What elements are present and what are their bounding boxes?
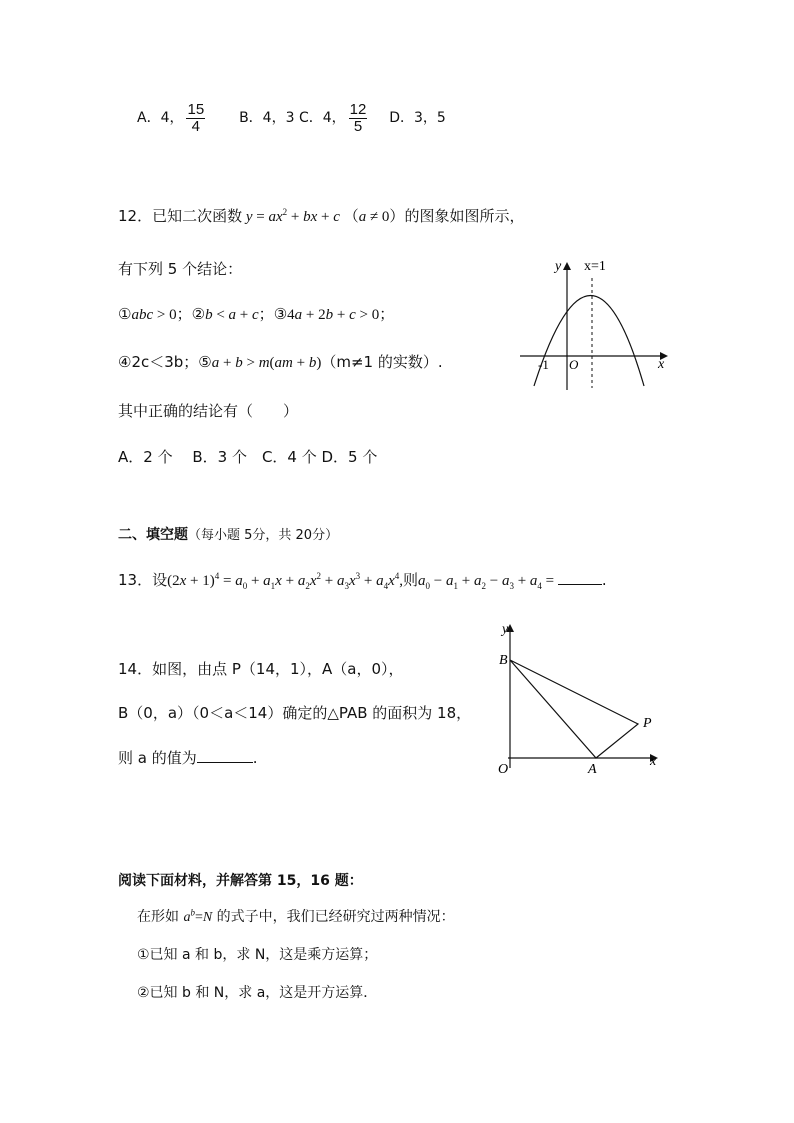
q12-parabola-graph (510, 250, 680, 400)
graph-o-label: O (498, 762, 509, 777)
q11-c-numerator: 12 (349, 100, 367, 118)
graph-p-label: P (643, 716, 652, 731)
q11-option-a-prefix: A．4， (137, 110, 184, 126)
q11-option-c-prefix: C．4， (298, 110, 346, 126)
graph-axis-label: x=1 (584, 259, 606, 274)
q12-intro-prefix: 12．已知二次函数 (118, 207, 243, 225)
q12-conclusions-line2: ④2c＜3b；⑤a + b > m(am + b)（m≠1 的实数）. (118, 353, 443, 371)
graph-origin-label: O (569, 357, 579, 372)
q14-line3-end: . (252, 749, 258, 767)
q12-c2-marker: ② (191, 305, 206, 323)
q14-line2: B（0，a）（0＜a＜14）确定的△PAB 的面积为 18， (118, 704, 472, 722)
q11-option-d: D．3，5 (389, 110, 446, 126)
q11-option-c-fraction (349, 102, 368, 135)
graph-y-label: y (555, 259, 562, 274)
parabola-curve (534, 296, 644, 387)
q13-prefix: 13．设 (118, 571, 168, 589)
section2-note: （每小题 5分，共 20分） (188, 528, 339, 543)
section2-title: 二、填空题 (118, 527, 188, 543)
reading-p1-post: 的式子中，我们已经研究过两种情况： (216, 909, 455, 925)
q11-a-denominator: 4 (191, 117, 200, 135)
reading-p3: ②已知 b 和 N，求 a，这是开方运算． (137, 985, 378, 1001)
q11-a-numerator: 15 (187, 100, 205, 118)
triangle-pab (510, 660, 638, 758)
q11-options (137, 98, 446, 138)
q14-line1: 14．如图，由点 P（14，1），A（a，0）， (118, 660, 404, 678)
graph-a-label: A (588, 762, 597, 777)
q12-conclusions-line1: ①abc > 0；②b < a + c；③4a + 2b + c > 0； (118, 305, 395, 323)
graph-x-label: x (650, 754, 657, 769)
q12-c1-marker: ① (118, 305, 132, 323)
q11-option-a-fraction (186, 102, 205, 135)
q13-answer-blank (558, 584, 602, 585)
q12-intro: 12．已知二次函数 $y = ax^2$ + bx + c （a ≠ 0）的图象如图所示， (118, 207, 525, 225)
reading-p2: ①已知 a 和 b，求 N，这是乘方运算； (137, 947, 378, 963)
q12-intro-suffix: 的图象如图所示， (404, 207, 525, 225)
graph-y-label: y (502, 622, 509, 637)
section2-heading (118, 524, 338, 544)
q14-triangle-graph (490, 618, 670, 778)
reading-formula: $a^b$ (183, 907, 195, 925)
q13: 13．设$(2x + 1)^4 = a_0 + a_1x + a_2x^2 + a_3x^3 + a_4x^4$,则$a_0 - a_1 + a_2 - a_3 + a_4$ = . (118, 571, 607, 591)
q13-suffix: . (601, 571, 607, 589)
q12-options: A．2 个 B．3 个 C．4 个 D．5 个 (118, 448, 378, 466)
reading-p1: 在形如 $a^b=N$ 的式子中，我们已经研究过两种情况： (137, 907, 455, 925)
q14-line3-text: 则 a 的值为 (118, 749, 197, 767)
q12-c4-text: ④2c＜3b；⑤ (118, 353, 212, 371)
graph-x-label: x (658, 357, 665, 372)
q12-function-formula: y (242, 209, 253, 225)
graph-neg-one-label: -1 (538, 357, 549, 372)
q12-question: 其中正确的结论有（ ） (118, 402, 299, 420)
q11-c-denominator: 5 (353, 117, 363, 135)
q14-answer-blank (197, 762, 253, 763)
y-axis-arrow (563, 262, 571, 270)
q14-line3 (118, 747, 258, 768)
reading-title: 阅读下面材料，并解答第 15，16 题： (118, 873, 363, 889)
q12-conclusions-label: 有下列 5 个结论： (118, 260, 243, 278)
q12-c3-marker: ③ (273, 305, 288, 323)
graph-b-label: B (499, 653, 508, 668)
reading-p1-pre: 在形如 (137, 909, 179, 925)
q12-c5-tail: （m≠1 的实数）. (321, 353, 443, 371)
q11-option-b: B．4，3 (239, 110, 295, 126)
